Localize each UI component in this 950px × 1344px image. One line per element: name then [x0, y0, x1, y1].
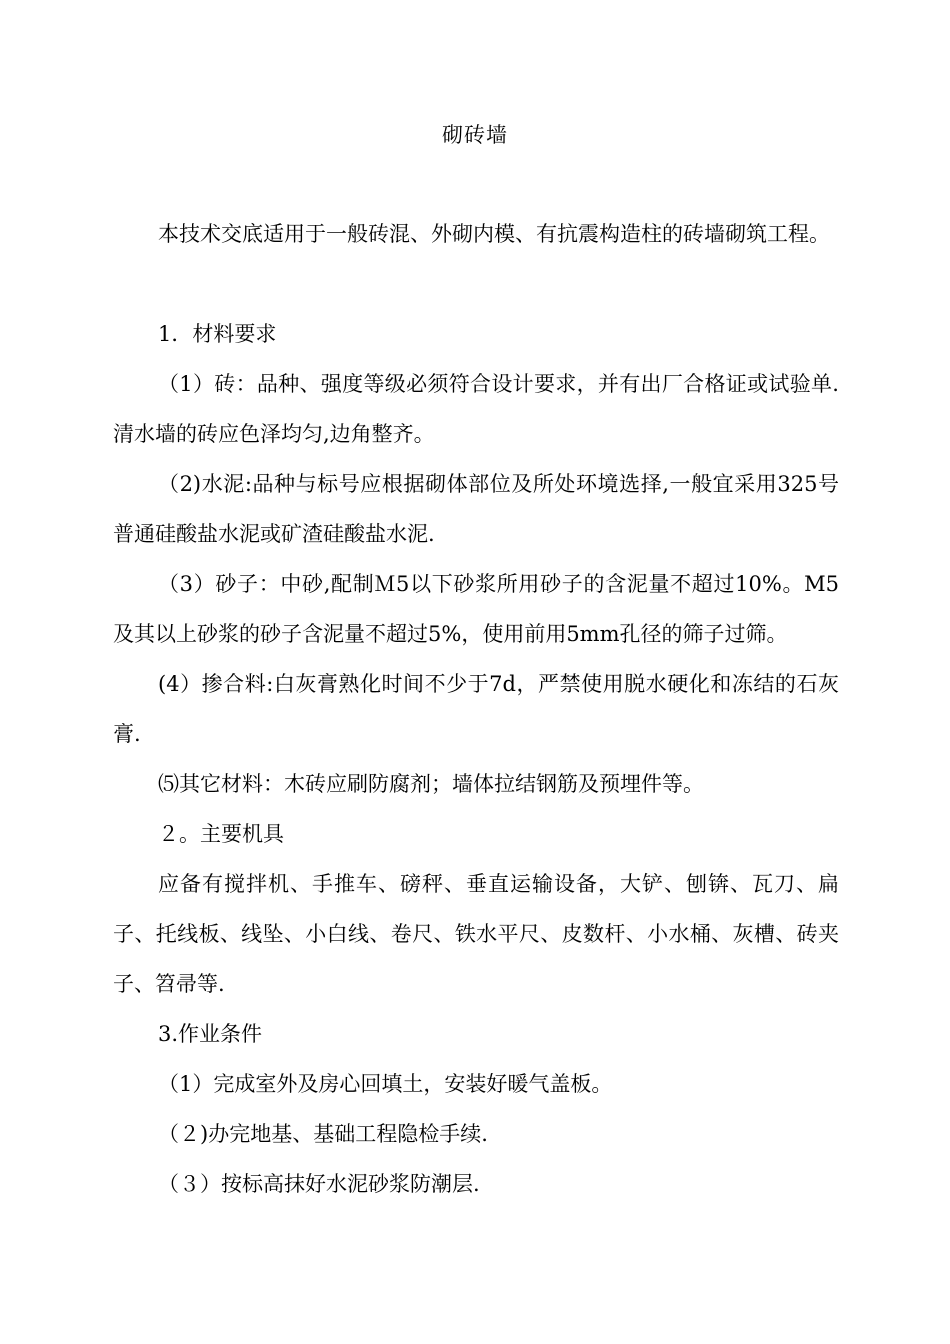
materials-item-cement: （2)水泥:品种与标号应根据砌体部位及所处环境选择,一般宜采用325号普通硅酸盐水泥或矿渣硅酸盐水泥. — [113, 472, 839, 546]
materials-item-sand: （3）砂子：中砂,配制Ｍ5以下砂浆所用砂子的含泥量不超过10%。M5及其以上砂浆的砂子含泥量不超过5%，使用前用5mm孔径的筛子过筛。 — [113, 572, 839, 646]
conditions-item-1: （1）完成室外及房心回填土，安装好暖气盖板。 — [158, 1072, 613, 1096]
tools-paragraph: 应备有搅拌机、手推车、磅秤、垂直运输设备，大铲、刨锛、瓦刀、扁子、托线板、线坠、小白线、卷尺、铁水平尺、皮数杆、小水桶、灰槽、砖夹子、笤帚等. — [113, 872, 839, 996]
intro-paragraph: 本技术交底适用于一般砖混、外砌内模、有抗震构造柱的砖墙砌筑工程。 — [158, 222, 830, 246]
materials-item-brick: （1）砖：品种、强度等级必须符合设计要求，并有出厂合格证或试验单.清水墙的砖应色泽均匀,边角整齐。 — [113, 372, 839, 446]
materials-item-other: ⑸其它材料：木砖应刷防腐剂；墙体拉结钢筋及预埋件等。 — [158, 772, 704, 796]
conditions-item-3: （３）按标高抹好水泥砂浆防潮层. — [158, 1172, 480, 1196]
section-heading-materials: 1．材料要求 — [158, 322, 277, 346]
section-heading-conditions: 3.作业条件 — [158, 1022, 263, 1046]
section-heading-tools: ２。主要机具 — [158, 822, 284, 846]
document-title: 砌砖墙 — [442, 123, 508, 147]
materials-item-admixture: (4）掺合料:白灰膏熟化时间不少于7d，严禁使用脱水硬化和冻结的石灰膏. — [113, 672, 839, 746]
conditions-item-2: （２)办完地基、基础工程隐检手续. — [158, 1122, 488, 1146]
